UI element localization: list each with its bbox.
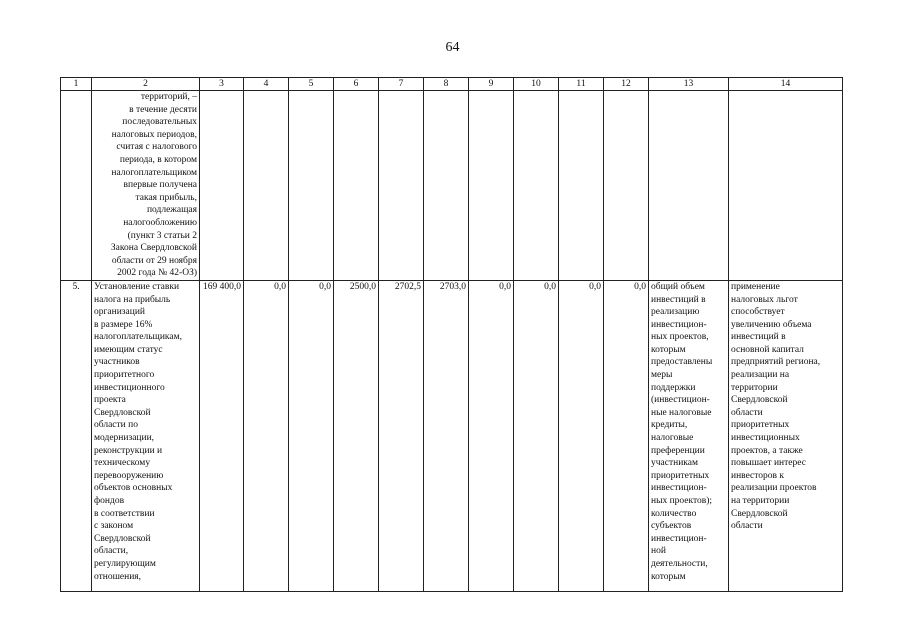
value-cell: 2703,0 xyxy=(424,280,469,591)
cell-text-line: впервые получена xyxy=(123,180,197,191)
table-cell xyxy=(649,91,729,281)
cell-text-line: предприятий региона, xyxy=(731,357,821,368)
cell-text-line: имеющим статус xyxy=(94,344,163,355)
cell-text-line: количество xyxy=(651,508,697,519)
cell-text-line: территории xyxy=(731,382,778,393)
cell-text-line: налогообложению xyxy=(123,217,197,228)
table-header-row xyxy=(61,78,843,91)
table-cell xyxy=(604,91,649,281)
data-table xyxy=(60,77,843,592)
cell-text-line: в течение десяти xyxy=(129,104,197,115)
cell-text-line: которым xyxy=(651,571,686,582)
value-cell: 0,0 xyxy=(244,280,289,591)
header-cell: 8 xyxy=(424,78,469,91)
cell-text-line: основной капитал xyxy=(731,344,804,355)
cell-text-line: подлежащая xyxy=(146,205,197,216)
row-number-cell: 5. xyxy=(61,280,92,591)
cell-text-line: Установление ставки xyxy=(94,281,180,292)
cell-text-line: приоритетных xyxy=(731,420,790,431)
cell-text-line: реализации проектов xyxy=(731,483,817,494)
table-row xyxy=(61,91,843,281)
cell-text-line: кредиты, xyxy=(651,420,688,431)
header-cell: 14 xyxy=(729,78,843,91)
header-cell: 6 xyxy=(334,78,379,91)
cell-text-line: инвестиционного xyxy=(94,382,165,393)
cell-text-line: модернизации, xyxy=(94,433,155,444)
cell-text-line: последовательных xyxy=(122,117,197,128)
cell-text-line: 2002 года № 42-ОЗ) xyxy=(117,268,197,279)
cell-text-line: участников xyxy=(94,357,140,368)
header-cell: 1 xyxy=(61,78,92,91)
cell-text-line: Свердловской xyxy=(731,508,788,519)
cell-text-line: периода, в котором xyxy=(119,154,197,165)
cell-text-line: инвестицион- xyxy=(651,319,707,330)
measure-description-cell xyxy=(92,280,200,591)
header-cell: 9 xyxy=(469,78,514,91)
header-cell: 13 xyxy=(649,78,729,91)
header-cell: 2 xyxy=(92,78,200,91)
cell-text-line: участникам xyxy=(651,458,698,469)
cell-text-line: такая прибыль, xyxy=(135,192,197,203)
cell-text-line: инвестиционных xyxy=(731,433,800,444)
page-number: 64 xyxy=(445,40,460,55)
cell-text-line: налогоплательщикам, xyxy=(94,332,182,343)
value-cell: 169 400,0 xyxy=(200,280,244,591)
header-cell: 12 xyxy=(604,78,649,91)
table-cell xyxy=(244,91,289,281)
table-cell xyxy=(514,91,559,281)
cell-text-line: деятельности, xyxy=(651,558,708,569)
cell-text-line: фондов xyxy=(94,496,125,506)
cell-text-line: поддержки xyxy=(651,382,696,393)
table-cell xyxy=(379,91,424,281)
cell-text-line: (пункт 3 статьи 2 xyxy=(127,230,197,241)
cell-text-line: инвестиций в xyxy=(651,294,706,305)
cell-text-line: общий объем xyxy=(651,281,705,292)
cell-text-line: применение xyxy=(731,281,780,292)
table-cell xyxy=(200,91,244,281)
indicator-cell xyxy=(649,280,729,591)
cell-text-line: (инвестицион- xyxy=(651,395,710,406)
cell-text-line: организаций xyxy=(94,307,146,318)
header-cell: 4 xyxy=(244,78,289,91)
header-cell: 3 xyxy=(200,78,244,91)
table-cell xyxy=(424,91,469,281)
cell-text-line: перевооружению xyxy=(94,470,164,481)
cell-text-line: способствует xyxy=(731,307,785,318)
cell-text-line: которым xyxy=(651,344,686,355)
value-cell: 0,0 xyxy=(289,280,334,591)
table-cell xyxy=(559,91,604,281)
cell-text-line: проектов, а также xyxy=(731,445,803,456)
cell-text-line: субъектов xyxy=(651,521,692,532)
cell-text-line: с законом xyxy=(94,521,134,532)
cell-text-line: меры xyxy=(651,370,673,381)
table-cell xyxy=(334,91,379,281)
header-cell: 11 xyxy=(559,78,604,91)
cell-text-line: территорий, – xyxy=(140,92,197,102)
table-cell xyxy=(61,91,92,281)
cell-text-line: налоговых периодов, xyxy=(111,129,197,140)
cell-text-line: налога на прибыль xyxy=(94,294,171,305)
cell-text-line: налоговые xyxy=(651,433,694,444)
cell-text-line: области, xyxy=(94,546,129,557)
cell-text-line: налогоплательщиком xyxy=(111,167,197,178)
measure-description-cell xyxy=(92,91,200,281)
value-cell: 0,0 xyxy=(514,280,559,591)
cell-text-line: реализацию xyxy=(651,307,700,318)
cell-text-line: на территории xyxy=(731,496,790,506)
cell-text-line: реализации на xyxy=(731,370,790,381)
header-cell: 7 xyxy=(379,78,424,91)
cell-text-line: приоритетного xyxy=(94,370,155,381)
cell-text-line: реконструкции и xyxy=(94,445,163,456)
cell-text-line: регулирующим xyxy=(94,558,156,569)
table-cell xyxy=(729,91,843,281)
cell-text-line: объектов основных xyxy=(94,483,173,494)
cell-text-line: ные налоговые xyxy=(651,407,712,418)
table-cell xyxy=(289,91,334,281)
value-cell: 0,0 xyxy=(559,280,604,591)
cell-text-line: инвестицион- xyxy=(651,483,707,494)
cell-text-line: инвестицион- xyxy=(651,533,707,544)
cell-text-line: ных проектов); xyxy=(651,496,713,506)
header-cell: 5 xyxy=(289,78,334,91)
cell-text-line: повышает интерес xyxy=(731,458,806,469)
cell-text-line: ной xyxy=(651,546,666,557)
cell-text-line: техническому xyxy=(94,458,151,469)
cell-text-line: увеличению объема xyxy=(731,319,812,330)
cell-text-line: области xyxy=(731,521,763,532)
cell-text-line: области по xyxy=(94,420,138,431)
cell-text-line: ных проектов, xyxy=(651,332,709,343)
cell-text-line: считая с налогового xyxy=(116,142,197,153)
effect-cell xyxy=(729,280,843,591)
table-row xyxy=(61,280,843,591)
cell-text-line: отношения, xyxy=(94,571,142,582)
cell-text-line: проекта xyxy=(94,395,126,406)
cell-text-line: приоритетных xyxy=(651,470,710,481)
cell-text-line: Свердловской xyxy=(731,395,788,406)
cell-text-line: преференции xyxy=(651,445,705,456)
value-cell: 0,0 xyxy=(604,280,649,591)
cell-text-line: Свердловской xyxy=(94,533,151,544)
cell-text-line: области xyxy=(731,407,763,418)
cell-text-line: Закона Свердловской xyxy=(110,243,197,254)
cell-text-line: Свердловской xyxy=(94,407,151,418)
cell-text-line: инвестиций в xyxy=(731,332,786,343)
cell-text-line: предоставлены xyxy=(651,357,713,368)
cell-text-line: в размере 16% xyxy=(94,319,153,330)
cell-text-line: в соответствии xyxy=(94,508,155,519)
cell-text-line: области от 29 ноября xyxy=(111,255,197,266)
table-cell xyxy=(469,91,514,281)
value-cell: 2500,0 xyxy=(334,280,379,591)
header-cell: 10 xyxy=(514,78,559,91)
cell-text-line: инвесторов к xyxy=(731,470,785,481)
value-cell: 2702,5 xyxy=(379,280,424,591)
value-cell: 0,0 xyxy=(469,280,514,591)
cell-text-line: налоговых льгот xyxy=(731,294,798,305)
